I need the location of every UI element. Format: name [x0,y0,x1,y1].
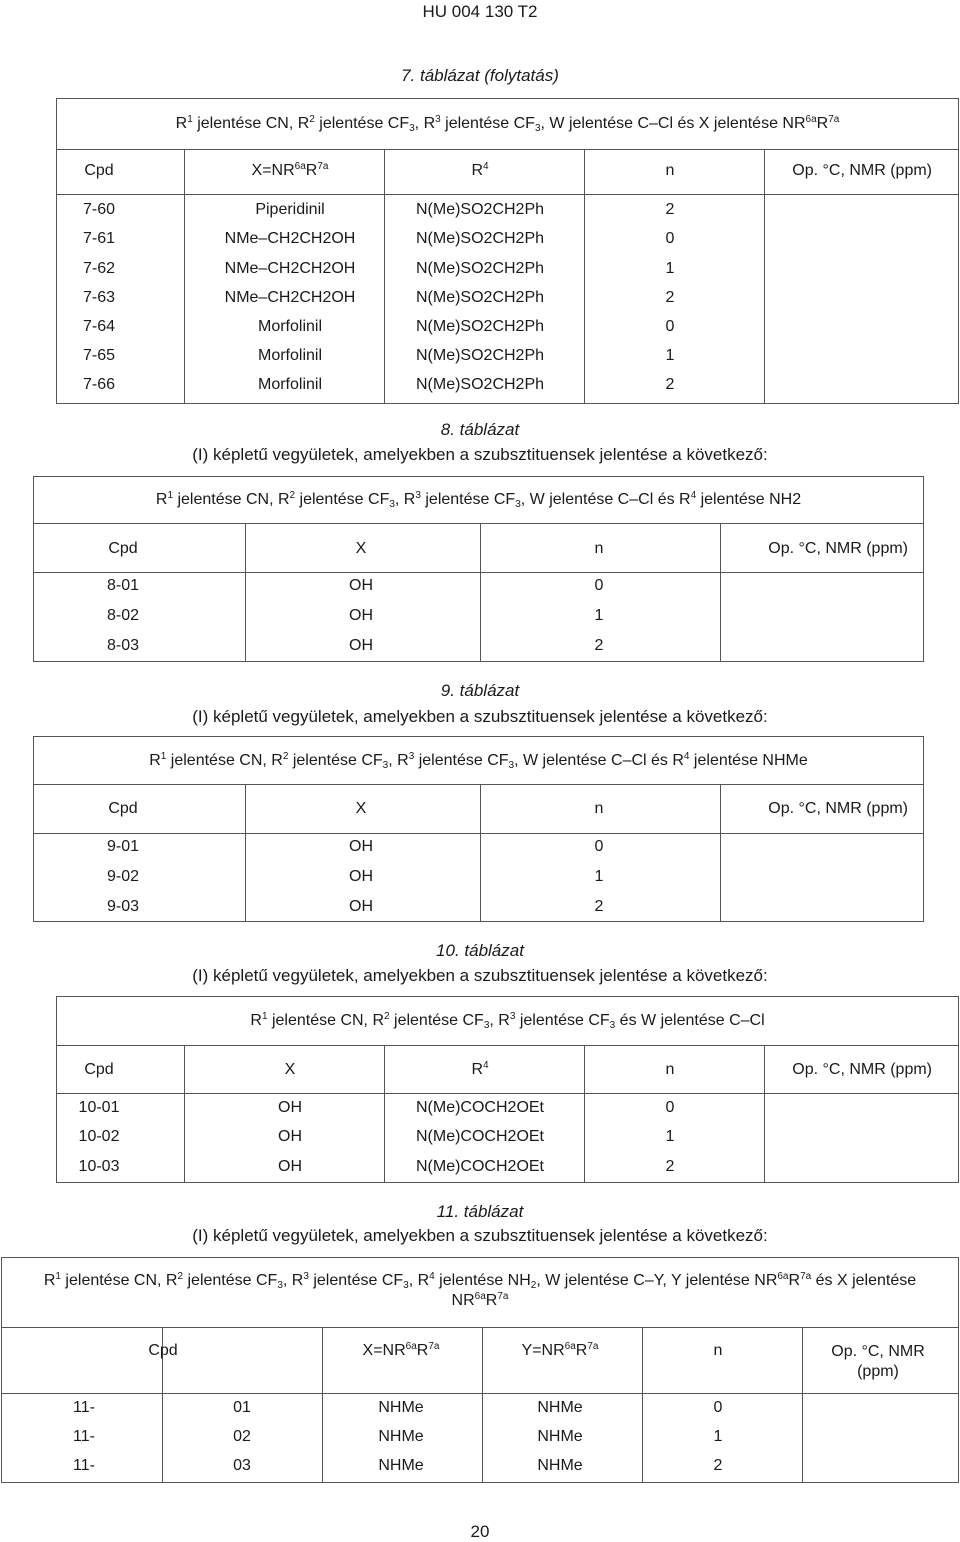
table-11-subtitle: (I) képletű vegyületek, amelyekben a szubsztituensek jelentése a következő: [192,1226,768,1245]
table-8: $R^1$ jelentése CN, $R^2$ jelentése $CF_3$, $R^3$ jelentése $CF_3$, W jelentése C–Cl és $R^4$ jelentése NH2 Cpd X n Op. °C, NMR (ppm) 8-01 OH 0 8-02 OH 1 8-03 OH 2 [33,476,924,662]
table-9-conditions: $R^1$ jelentése CN, $R^2$ jelentése $CF_3$, $R^3$ jelentése $CF_3$, W jelentése C–Cl és $R^4$ jelentése NHMe [149,751,808,771]
col-header-n: n [665,1061,675,1078]
table-7-title: 7. táblázat (folytatás) [401,66,559,85]
col-header-op: Op. °C, NMR (ppm) [792,1061,932,1078]
col-header-op: Op. °C, NMR (ppm) [768,800,908,817]
col-header-op: Op. °C, NMR (ppm) [792,162,932,179]
table-9-title: 9. táblázat [440,681,520,700]
col-header-x: X [355,540,367,557]
table-10: $R^1$ jelentése CN, $R^2$ jelentése $CF_3$, $R^3$ jelentése $CF_3$ és W jelentése C–Cl Cpd X $R^4$ n Op. °C, NMR (ppm) 10-01 OH N(Me)COCH2OEt 0 10-02 OH N(Me)COCH2OEt 1 10-03 OH N(Me)COCH2OEt 2 [56,996,959,1183]
document-header: HU 004 130 T2 [422,2,538,21]
table-9: $R^1$ jelentése CN, $R^2$ jelentése $CF_3$, $R^3$ jelentése $CF_3$, W jelentése C–Cl és $R^4$ jelentése NHMe Cpd X n Op. °C, NMR (ppm) 9-01 OH 0 9-02 OH 1 9-03 OH 2 [33,736,924,922]
table-10-conditions: $R^1$ jelentése CN, $R^2$ jelentése $CF_3$, $R^3$ jelentése $CF_3$ és W jelentése C–Cl [250,1011,765,1031]
col-header-cpd: Cpd [108,800,138,817]
col-header-cpd: Cpd [84,1061,114,1078]
col-header-n: n [594,540,604,557]
col-header-r4: $R^4$ [471,1060,489,1078]
table-11-title: 11. táblázat [436,1202,524,1221]
col-header-n: n [594,800,604,817]
col-header-cpd: Cpd [108,540,138,557]
table-11: $R^1$ jelentése CN, $R^2$ jelentése $CF_3$, $R^3$ jelentése $CF_3$, $R^4$ jelentése $NH_2$, W jelentése C–Y, Y jelentése $NR^{6a}R^{7a}$ és X jelentése $NR^{6a}R^{7a}$ Cpd $X=NR^{6a}R^{7a}$ $Y=NR^{6a}R^{7a}$ n Op. °C, NMR (ppm) 11- 01 NHMe NHMe 0 11- 02 NHMe NHMe 1 11- 03 NHMe NHMe 2 [1,1257,959,1483]
col-header-x: $X=NR^{6a}R^{7a}$ [251,161,329,179]
col-header-x: $X=NR^{6a}R^{7a}$ [362,1341,440,1359]
col-header-x: X [284,1061,296,1078]
table-8-subtitle: (I) képletű vegyületek, amelyekben a szubsztituensek jelentése a következő: [192,445,768,464]
col-header-op: Op. °C, NMR (ppm) [768,540,908,557]
col-header-cpd: Cpd [84,162,114,179]
table-10-title: 10. táblázat [436,941,524,960]
table-9-subtitle: (I) képletű vegyületek, amelyekben a szubsztituensek jelentése a következő: [192,707,768,726]
col-header-n: n [665,162,675,179]
col-header-y: $Y=NR^{6a}R^{7a}$ [521,1341,599,1359]
table-8-title: 8. táblázat [440,420,520,439]
table-7-conditions: $R^1$ jelentése CN, $R^2$ jelentése $CF_3$, $R^3$ jelentése $CF_3$, W jelentése C–Cl és X jelentése $NR^{6a}R^{7a}$ [175,114,840,134]
col-header-r4: $R^4$ [471,161,489,179]
page-number: 20 [470,1522,490,1541]
col-header-cpd: Cpd [148,1342,178,1359]
col-header-op: Op. °C, NMR (ppm) [831,1343,925,1380]
table-11-conditions: $R^1$ jelentése CN, $R^2$ jelentése $CF_3$, $R^3$ jelentése $CF_3$, $R^4$ jelentése $NH_2$, W jelentése C–Y, Y jelentése $NR^{6a}R^{7a}$ és X jelentése $NR^{6a}R^{7a}$ [43,1271,917,1309]
col-header-n: n [713,1342,723,1359]
table-8-conditions: $R^1$ jelentése CN, $R^2$ jelentése $CF_3$, $R^3$ jelentése $CF_3$, W jelentése C–Cl és $R^4$ jelentése NH2 [155,490,802,510]
table-10-subtitle: (I) képletű vegyületek, amelyekben a szubsztituensek jelentése a következő: [192,966,768,985]
col-header-x: X [355,800,367,817]
table-7: $R^1$ jelentése CN, $R^2$ jelentése $CF_3$, $R^3$ jelentése $CF_3$, W jelentése C–Cl és X jelentése $NR^{6a}R^{7a}$ Cpd $X=NR^{6a}R^{7a}$ $R^4$ n Op. °C, NMR (ppm) 7-60 Piperidinil N(Me)SO2CH2Ph 2 7-61 NMe–CH2CH2OH N(Me)SO2CH2Ph 0 7-62 NMe–CH2CH2OH N(Me)SO2CH2Ph 1 7-63 NMe–CH2CH2OH N(Me)SO2CH2Ph 2 7-64 Morfolinil N(Me)SO2CH2Ph 0 7-65 Morfolinil N(Me)SO2CH2Ph 1 7-66 Morfolinil N(Me)SO2CH2Ph 2 [56,98,959,404]
